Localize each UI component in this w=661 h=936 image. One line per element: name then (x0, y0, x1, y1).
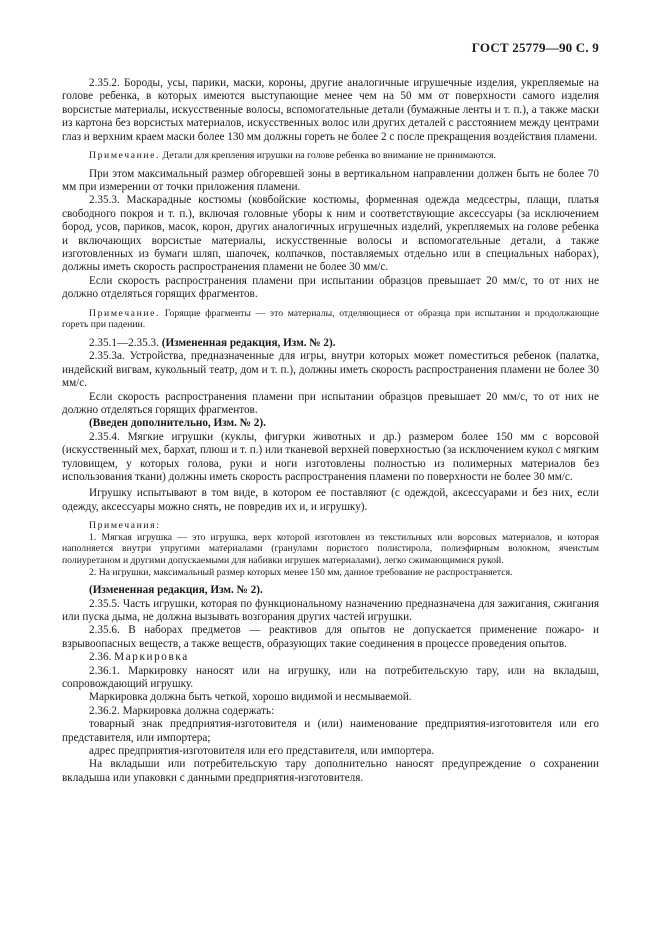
paragraph-address: адрес предприятия-изготовителя или его представителя, или импортера. (89, 745, 435, 757)
note-text: Горящие фрагменты — это материалы, отделяющиеся от образца при испытании и продолжающие гореть при падении. (62, 307, 599, 331)
paragraph-trademark: товарный знак предприятия-изготовителя и (или) наименование предприятия-изготовителя или его представителя, или импортера; (62, 718, 599, 744)
paragraph-2-35-5: 2.35.5. Часть игрушки, которая по функциональному назначению предназначена для зажигания, сжигания или пуска дыма, не должна вызывать возгорания других частей игрушки. (62, 597, 599, 623)
note-label: Примечание. (89, 150, 161, 162)
note-1 (62, 150, 599, 162)
paragraph-fragments-2: Если скорость распространения пламени при испытании образцов превышает 20 мм/с, то от них не должно отделяться горящих фрагментов. (62, 390, 599, 416)
paragraph-insert-warning: На вкладыши или потребительскую тару дополнительно наносят предупреждение о сохранении вкладыша или упаковки с данными предприятия-изготовителя. (62, 758, 599, 784)
note-3-heading (62, 520, 599, 532)
note-2 (62, 308, 599, 331)
paragraph-2-36-1: 2.36.1. Маркировку наносят или на игрушку, или на потребительскую тару, или на вкладыш, сопровождающий игрушку. (62, 664, 599, 690)
section-heading-marking (62, 651, 599, 664)
paragraph-2-35-3: 2.35.3. Маскарадные костюмы (ковбойские костюмы, форменная одежда медсестры, плащи, платья свободного покроя и т. п.), включая головные уборы к ним и соответствующие аксессуары (за исключением бород, усов, париков, масок, корон, других аналогичных игрушечных изделий, укрепляемых на голове ребенка и включающих ворсистые материалы, искусственные волосы и вспомогательные детали, а также изготовленных из бумаги шляп, шапочек, колпачков, поставляемых отдельно или в специальных наборах), должны иметь скорость распространения пламени не более 30 мм/с. (62, 194, 599, 274)
note-label: Примечание. (89, 307, 161, 319)
paragraph-burn-zone: При этом максимальный размер обгоревшей зоны в вертикальном направлении должен быть не более 70 мм при измерении от точки приложения пламени. (62, 167, 599, 194)
paragraph-2-35-3a: 2.35.3а. Устройства, предназначенные для игры, внутри которых может поместиться ребенок (палатка, индейский вигвам, кукольный театр, дом и т. п.), должны иметь скорость распространения пламени не более 30 мм/с. (62, 350, 599, 390)
paragraph-fragments: Если скорость распространения пламени при испытании образцов превышает 20 мм/с, то от них не должно отделяться горящих фрагментов. (62, 274, 599, 301)
note-3-item-2: 2. На игрушки, максимальный размер которых менее 150 мм, данное требование не распространяется. (89, 566, 513, 578)
amendment-label: (Измененная редакция, Изм. № 2). (161, 336, 336, 349)
paragraph-amendment-2: (Измененная редакция, Изм. № 2). (89, 584, 263, 597)
page-header: ГОСТ 25779—90 С. 9 (471, 40, 599, 55)
note-3-item-1: 1. Мягкая игрушка — это игрушка, верх которой изготовлен из текстильных или ворсовых материалов, и которая наполняется внутри упругими материалами (гранулами пористого полистирола, полиэфирным волокном, ячеистым полиуретаном и другими допускаемыми для набивки игрушек материалами), легко сжимающимися рукой. (62, 531, 599, 566)
paragraph-amendment-1 (62, 337, 599, 350)
document-page (62, 40, 599, 785)
paragraph-2-35-2: 2.35.2. Бороды, усы, парики, маски, короны, другие аналогичные игрушечные изделия, укрепляемые на голове ребенка, в которых имеются выступающие менее чем на 50 мм от поверхности самого изделия ворсистые материалы, искусственные волосы, вспомогательные детали (бумажные ленты и т. п.), а также маски из картона без ворсистых материалов, искусственных волос или других деталей с расстоянием между центрами глаз и верхним краем маски более 130 мм должны гореть не более 2 с после прекращения воздействия пламени. (62, 77, 599, 143)
note-label: Примечания: (89, 520, 161, 532)
section-title: Маркировка (114, 651, 189, 664)
paragraph-marking-quality: Маркировка должна быть четкой, хорошо видимой и несмываемой. (89, 691, 412, 704)
paragraph-2-35-4: 2.35.4. Мягкие игрушки (куклы, фигурки животных и др.) размером более 150 мм с ворсовой (искусственный мех, бархат, плюш и т. п.) или тканевой верхней поверхностью (за исключением кукол с мягким туловищем, у которых голова, руки и ноги изготовлены полностью из полимерных материалов без использования ткани) должны иметь скорость распространения пламени по поверхности не более 30 мм/с. (62, 430, 599, 483)
paragraph-introduced: (Введен дополнительно, Изм. № 2). (89, 417, 266, 430)
paragraph-2-36-2: 2.36.2. Маркировка должна содержать: (89, 704, 275, 717)
note-text: Детали для крепления игрушки на голове ребенка во внимание не принимаются. (160, 150, 496, 162)
paragraph-2-35-6: 2.35.6. В наборах предметов — реактивов для опытов не допускается применение пожаро- и взрывоопасных веществ, а также веществ, образующих такие соединения в процессе проведения опытов. (62, 624, 599, 650)
section-number: 2.36. (89, 651, 115, 664)
amendment-ref: 2.35.1—2.35.3. (89, 336, 162, 349)
paragraph-testing: Игрушку испытывают в том виде, в котором ее поставляют (с одеждой, аксессуарами и без них, если одежду, аксессуары можно снять, не повредив их и, и игрушку). (62, 487, 599, 513)
